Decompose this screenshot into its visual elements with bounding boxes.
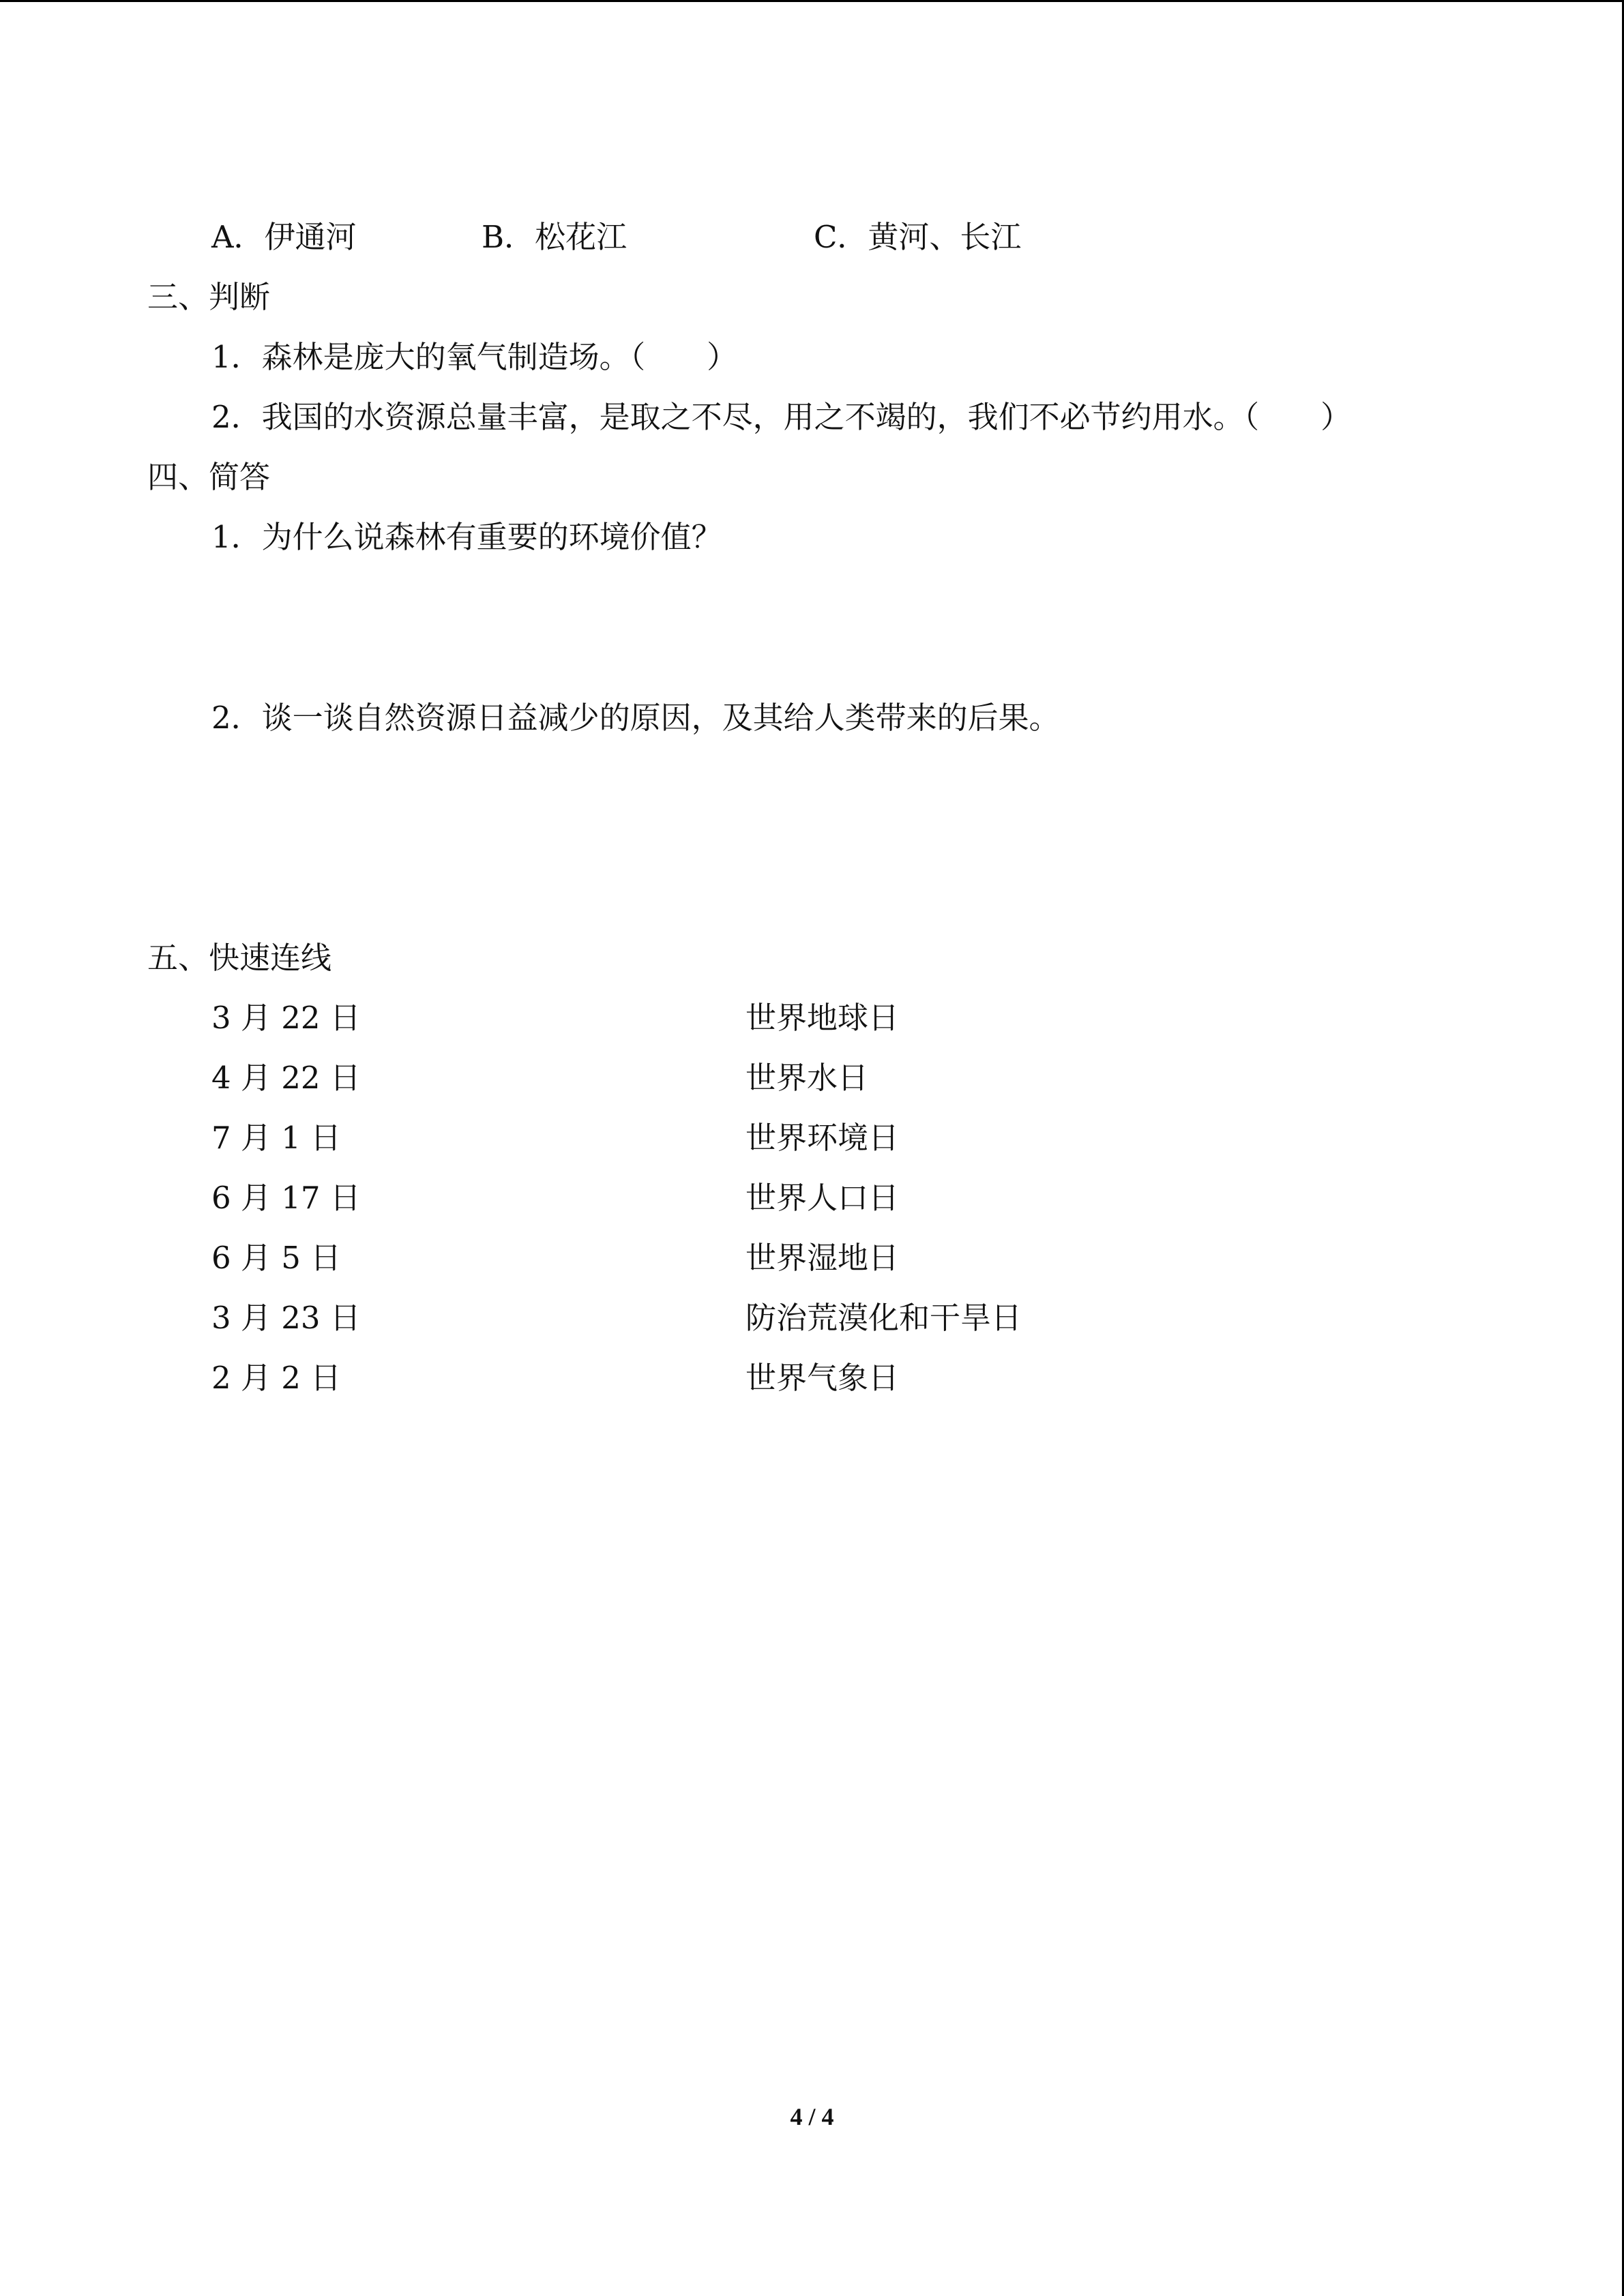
matching-date-5: 6 月 5 日 bbox=[211, 1240, 342, 1276]
matching-day-6: 防治荒漠化和干旱日 bbox=[745, 1300, 1022, 1336]
option-c: C．黄河、长江 bbox=[814, 219, 1022, 255]
judgment-question-1: 1．森林是庞大的氧气制造场。（ ） bbox=[211, 339, 738, 375]
page-number: 4 / 4 bbox=[790, 2103, 834, 2130]
short-answer-question-2: 2．谈一谈自然资源日益减少的原因，及其给人类带来的后果。 bbox=[211, 700, 1060, 736]
section-heading-short-answer: 四、简答 bbox=[147, 459, 271, 495]
matching-day-3: 世界环境日 bbox=[745, 1120, 900, 1156]
matching-day-4: 世界人口日 bbox=[745, 1180, 900, 1216]
short-answer-question-1: 1．为什么说森林有重要的环境价值？ bbox=[211, 519, 722, 555]
section-heading-judgment: 三、判断 bbox=[147, 279, 271, 315]
option-b: B．松花江 bbox=[482, 219, 628, 255]
matching-day-2: 世界水日 bbox=[745, 1060, 869, 1096]
section-heading-matching: 五、快速连线 bbox=[147, 940, 332, 976]
matching-date-1: 3 月 22 日 bbox=[211, 1000, 361, 1036]
matching-day-1: 世界地球日 bbox=[745, 1000, 900, 1036]
matching-date-3: 7 月 1 日 bbox=[211, 1120, 342, 1156]
judgment-question-2: 2．我国的水资源总量丰富，是取之不尽，用之不竭的，我们不必节约用水。（ ） bbox=[211, 399, 1352, 435]
matching-date-2: 4 月 22 日 bbox=[211, 1060, 361, 1096]
matching-date-6: 3 月 23 日 bbox=[211, 1300, 361, 1336]
option-a: A．伊通河 bbox=[211, 219, 357, 255]
matching-day-5: 世界湿地日 bbox=[745, 1240, 900, 1276]
matching-date-4: 6 月 17 日 bbox=[211, 1180, 361, 1216]
matching-date-7: 2 月 2 日 bbox=[211, 1360, 342, 1396]
matching-day-7: 世界气象日 bbox=[745, 1360, 900, 1396]
